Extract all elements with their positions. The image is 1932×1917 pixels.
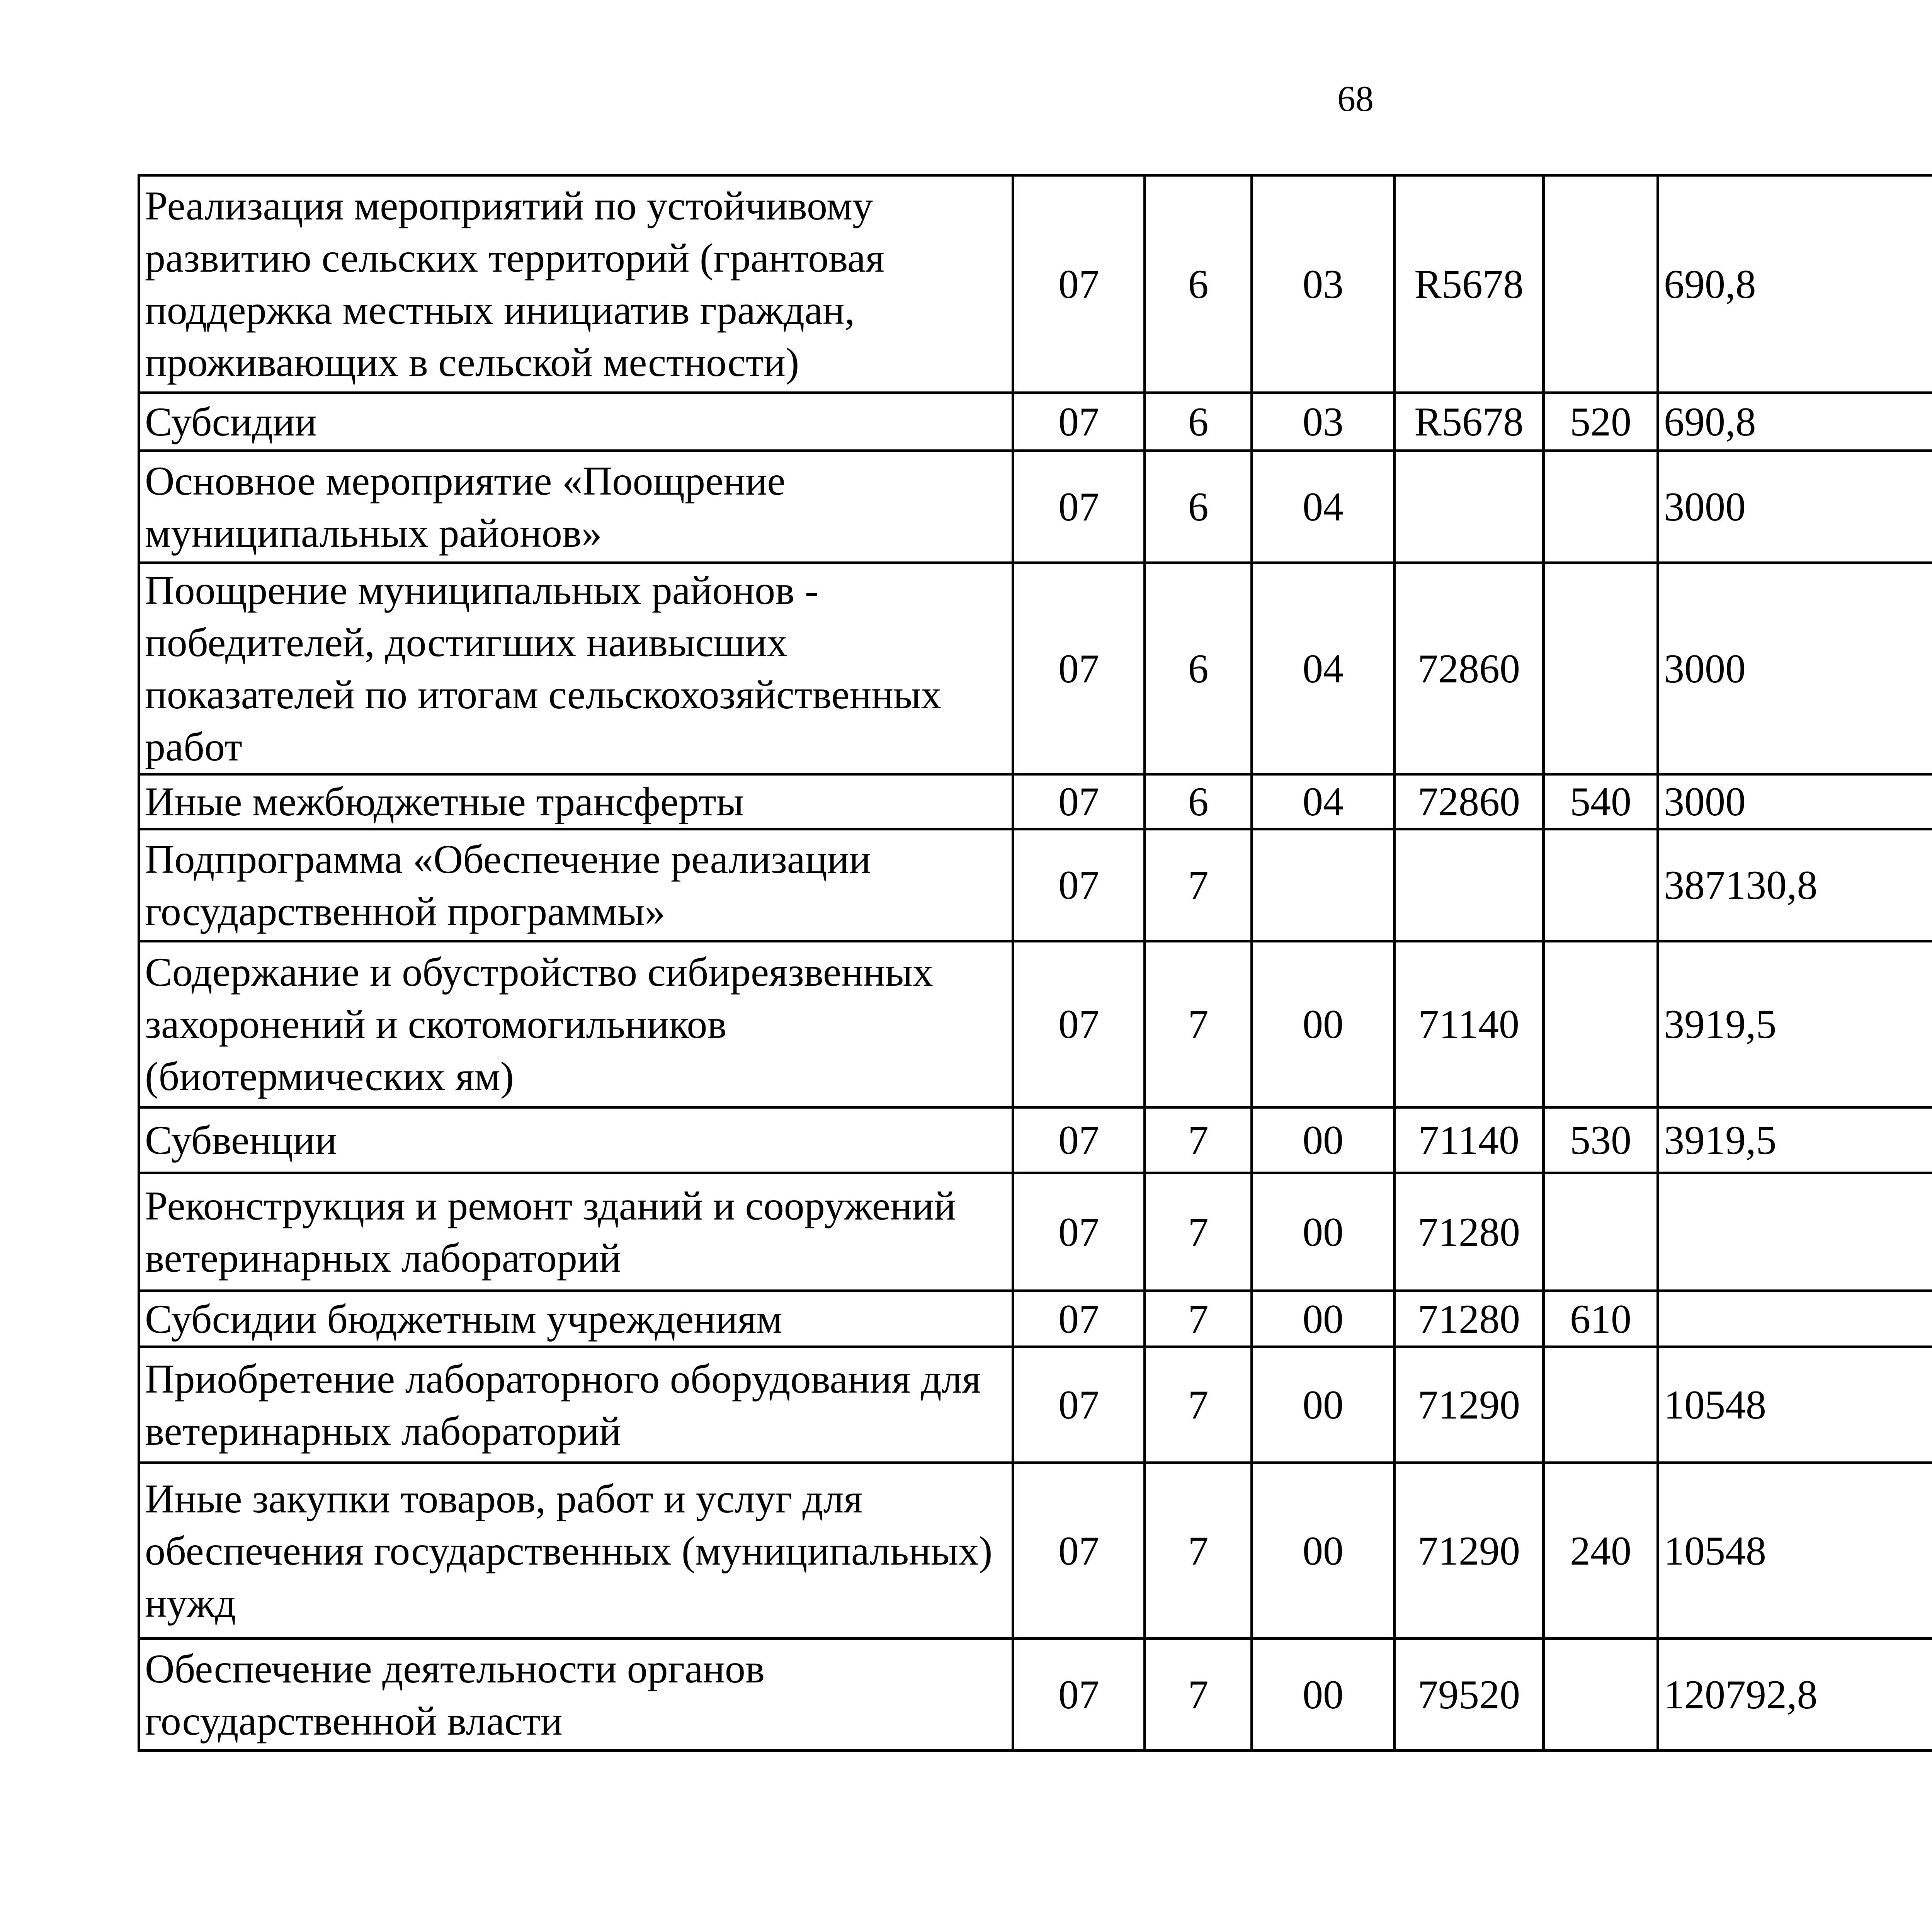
target-code-cell: 71290 (1395, 1347, 1544, 1463)
expense-type-cell: 540 (1544, 774, 1658, 829)
table-row (139, 451, 1932, 563)
table-row (139, 1347, 1932, 1463)
amount-year1-cell: 690,8 (1658, 393, 1932, 451)
section-code-cell: 07 (1013, 1173, 1145, 1291)
amount-year1-cell: 3000 (1658, 774, 1932, 829)
subsection-code-cell: 6 (1145, 175, 1252, 393)
program-code-cell: 04 (1252, 774, 1395, 829)
section-code-cell: 07 (1013, 1463, 1145, 1639)
expense-type-cell: 240 (1544, 1463, 1658, 1639)
amount-year1-cell: 10548 (1658, 1463, 1932, 1639)
section-code-cell: 07 (1013, 941, 1145, 1107)
target-code-cell: 79520 (1395, 1639, 1544, 1751)
row-name-cell: Субсидии бюджетным учреждениям (139, 1291, 1013, 1347)
program-code-cell: 04 (1252, 451, 1395, 563)
program-code-cell: 00 (1252, 1173, 1395, 1291)
expense-type-cell (1544, 451, 1658, 563)
subsection-code-cell: 6 (1145, 393, 1252, 451)
program-code-cell: 04 (1252, 563, 1395, 774)
table-row (139, 1173, 1932, 1291)
program-code-cell: 00 (1252, 1291, 1395, 1347)
expense-type-cell (1544, 941, 1658, 1107)
expense-type-cell: 520 (1544, 393, 1658, 451)
program-code-cell: 00 (1252, 1463, 1395, 1639)
row-name-cell: Иные межбюджетные трансферты (139, 774, 1013, 829)
budget-table (138, 174, 1932, 1752)
program-code-cell: 00 (1252, 1107, 1395, 1173)
table-row (139, 1463, 1932, 1639)
table-row (139, 1639, 1932, 1751)
program-code-cell (1252, 829, 1395, 941)
subsection-code-cell: 7 (1145, 829, 1252, 941)
amount-year1-cell (1658, 1173, 1932, 1291)
table-body (139, 175, 1932, 1751)
amount-year1-cell: 3919,5 (1658, 941, 1932, 1107)
table-row (139, 1107, 1932, 1173)
expense-type-cell: 610 (1544, 1291, 1658, 1347)
amount-year1-cell: 3000 (1658, 451, 1932, 563)
section-code-cell: 07 (1013, 393, 1145, 451)
table-row (139, 1291, 1932, 1347)
table-row (139, 563, 1932, 774)
expense-type-cell (1544, 829, 1658, 941)
target-code-cell: R5678 (1395, 393, 1544, 451)
table-row (139, 829, 1932, 941)
program-code-cell: 03 (1252, 175, 1395, 393)
table-row (139, 941, 1932, 1107)
row-name-cell: Основное мероприятие «Поощрение муниципальных районов» (139, 451, 1013, 563)
target-code-cell: 71280 (1395, 1173, 1544, 1291)
row-name-cell: Приобретение лабораторного оборудования для ветеринарных лабораторий (139, 1347, 1013, 1463)
expense-type-cell: 530 (1544, 1107, 1658, 1173)
subsection-code-cell: 7 (1145, 1639, 1252, 1751)
section-code-cell: 07 (1013, 1347, 1145, 1463)
subsection-code-cell: 7 (1145, 1107, 1252, 1173)
target-code-cell: 71280 (1395, 1291, 1544, 1347)
subsection-code-cell: 7 (1145, 1347, 1252, 1463)
row-name-cell: Иные закупки товаров, работ и услуг для обеспечения государственных (муниципальных) нужд (139, 1463, 1013, 1639)
section-code-cell: 07 (1013, 451, 1145, 563)
subsection-code-cell: 6 (1145, 774, 1252, 829)
row-name-cell: Содержание и обустройство сибиреязвенных захоронений и скотомогильников (биотермических ям) (139, 941, 1013, 1107)
program-code-cell: 00 (1252, 1639, 1395, 1751)
target-code-cell (1395, 451, 1544, 563)
target-code-cell (1395, 829, 1544, 941)
program-code-cell: 03 (1252, 393, 1395, 451)
amount-year1-cell: 3000 (1658, 563, 1932, 774)
expense-type-cell (1544, 563, 1658, 774)
section-code-cell: 07 (1013, 774, 1145, 829)
table-row (139, 175, 1932, 393)
row-name-cell: Обеспечение деятельности органов государственной власти (139, 1639, 1013, 1751)
section-code-cell: 07 (1013, 1107, 1145, 1173)
section-code-cell: 07 (1013, 829, 1145, 941)
amount-year1-cell: 387130,8 (1658, 829, 1932, 941)
subsection-code-cell: 7 (1145, 1173, 1252, 1291)
section-code-cell: 07 (1013, 1639, 1145, 1751)
target-code-cell: 72860 (1395, 563, 1544, 774)
program-code-cell: 00 (1252, 941, 1395, 1107)
table-row (139, 393, 1932, 451)
subsection-code-cell: 7 (1145, 1291, 1252, 1347)
subsection-code-cell: 6 (1145, 563, 1252, 774)
section-code-cell: 07 (1013, 175, 1145, 393)
row-name-cell: Реализация мероприятий по устойчивому развитию сельских территорий (грантовая поддержка местных инициатив граждан, проживающих в сельской местности) (139, 175, 1013, 393)
expense-type-cell (1544, 1347, 1658, 1463)
amount-year1-cell: 690,8 (1658, 175, 1932, 393)
page-number: 68 (1337, 79, 1374, 119)
section-code-cell: 07 (1013, 563, 1145, 774)
row-name-cell: Поощрение муниципальных районов - победителей, достигших наивысших показателей по итогам сельскохозяйственных работ (139, 563, 1013, 774)
row-name-cell: Подпрограмма «Обеспечение реализации государственной программы» (139, 829, 1013, 941)
subsection-code-cell: 7 (1145, 941, 1252, 1107)
amount-year1-cell: 10548 (1658, 1347, 1932, 1463)
target-code-cell: 71290 (1395, 1463, 1544, 1639)
subsection-code-cell: 7 (1145, 1463, 1252, 1639)
table-row (139, 774, 1932, 829)
expense-type-cell (1544, 1639, 1658, 1751)
amount-year1-cell (1658, 1291, 1932, 1347)
target-code-cell: 72860 (1395, 774, 1544, 829)
expense-type-cell (1544, 175, 1658, 393)
target-code-cell: R5678 (1395, 175, 1544, 393)
program-code-cell: 00 (1252, 1347, 1395, 1463)
row-name-cell: Субсидии (139, 393, 1013, 451)
row-name-cell: Субвенции (139, 1107, 1013, 1173)
target-code-cell: 71140 (1395, 1107, 1544, 1173)
target-code-cell: 71140 (1395, 941, 1544, 1107)
section-code-cell: 07 (1013, 1291, 1145, 1347)
expense-type-cell (1544, 1173, 1658, 1291)
subsection-code-cell: 6 (1145, 451, 1252, 563)
amount-year1-cell: 120792,8 (1658, 1639, 1932, 1751)
row-name-cell: Реконструкция и ремонт зданий и сооружений ветеринарных лабораторий (139, 1173, 1013, 1291)
amount-year1-cell: 3919,5 (1658, 1107, 1932, 1173)
